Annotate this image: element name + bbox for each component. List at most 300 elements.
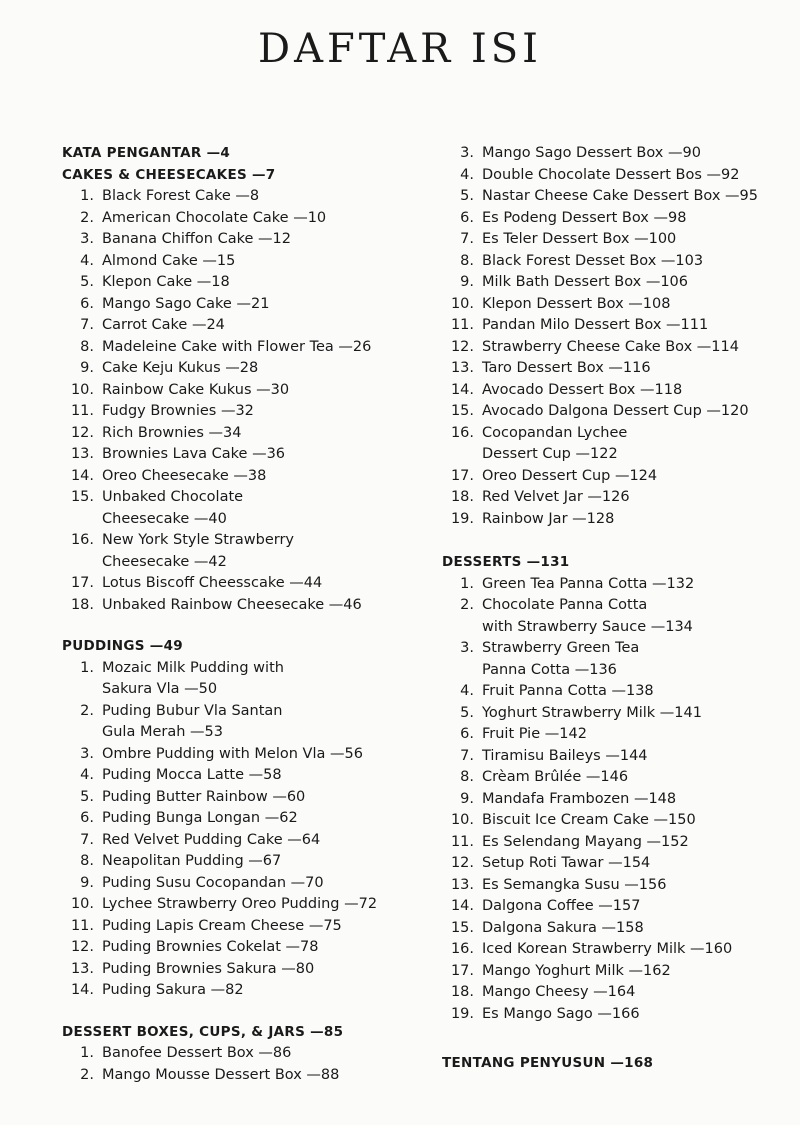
toc-entry-number: 5. — [460, 704, 474, 721]
toc-entry-number: 18. — [450, 984, 474, 1000]
toc-entry-title-line: Puding Butter Rainbow —60 — [102, 788, 306, 805]
toc-entry-title-line: New York Style Strawberry — [102, 532, 295, 548]
toc-entry-title — [482, 423, 792, 466]
toc-entry — [442, 337, 792, 359]
toc-entry — [442, 229, 792, 251]
toc-entry-title — [102, 658, 422, 701]
toc-entry-title-line: Lotus Biscoff Cheesscake —44 — [102, 575, 323, 591]
toc-entry-title — [102, 401, 422, 423]
toc-entry-title-line: Avocado Dalgona Dessert Cup —120 — [482, 403, 749, 419]
toc-entry-title — [482, 789, 792, 811]
toc-entry-number: 8. — [460, 252, 474, 269]
toc-entry-title-line: Puding Brownies Cokelat —78 — [102, 939, 319, 955]
toc-entry-number: 4. — [460, 166, 474, 183]
toc-entry — [62, 208, 422, 230]
toc-entry-title — [102, 229, 422, 251]
toc-entry-title — [482, 574, 792, 596]
toc-entry — [62, 186, 422, 208]
toc-entry-title-line: Sakura Vla —50 — [102, 681, 218, 697]
toc-entry-title-line: Es Semangka Susu —156 — [482, 876, 667, 893]
toc-entry-number: 14. — [70, 467, 94, 484]
toc-entry-title — [482, 315, 792, 337]
toc-entry — [62, 658, 422, 701]
toc-entry-number: 13. — [450, 360, 474, 376]
toc-entry — [442, 961, 792, 983]
toc-entry-title-line: Black Forest Cake —8 — [102, 188, 260, 204]
toc-entry-number: 12. — [70, 939, 94, 955]
toc-entry — [62, 744, 422, 766]
toc-entry-title-line: Es Selendang Mayang —152 — [482, 833, 689, 850]
toc-entry — [62, 466, 422, 488]
toc-entry-title — [482, 358, 792, 380]
toc-entry-title-line: Brownies Lava Cake —36 — [102, 446, 286, 462]
toc-entry-number: 10. — [70, 381, 94, 398]
toc-entry-title-line: Double Chocolate Dessert Bos —92 — [482, 166, 740, 183]
toc-entry-title — [482, 272, 792, 294]
toc-entry-title — [482, 767, 792, 789]
toc-entry — [442, 423, 792, 466]
toc-entry-title — [102, 315, 422, 337]
toc-entry-title — [102, 186, 422, 208]
toc-entry-title-line: Rainbow Jar —128 — [482, 510, 615, 527]
toc-entry-number: 14. — [450, 381, 474, 398]
toc-entry — [62, 315, 422, 337]
toc-entry-title-line: Mango Sago Cake —21 — [102, 295, 270, 312]
toc-entry-title — [102, 873, 422, 895]
toc-entry-title-line: Dessert Cup —122 — [482, 446, 618, 462]
toc-entry-title — [482, 724, 792, 746]
toc-entry-title-line: Red Velvet Jar —126 — [482, 489, 630, 505]
toc-entry-title — [482, 509, 792, 531]
toc-entry-title-line: Klepon Dessert Box —108 — [482, 295, 671, 312]
toc-entry-number: 10. — [450, 295, 474, 312]
toc-entry-title — [482, 466, 792, 488]
toc-entry-title-line: Madeleine Cake with Flower Tea —26 — [102, 338, 372, 355]
toc-entry — [62, 959, 422, 981]
toc-entry — [442, 165, 792, 187]
toc-entry-number: 9. — [80, 874, 94, 891]
toc-entry-title-line: Rich Brownies —34 — [102, 424, 242, 441]
toc-entry-number: 2. — [80, 702, 94, 719]
toc-entry-title — [102, 444, 422, 466]
toc-entry-number: 14. — [70, 982, 94, 998]
toc-entry-title — [482, 875, 792, 897]
toc-entry — [62, 423, 422, 445]
toc-entry — [62, 444, 422, 466]
toc-entry-number: 16. — [450, 941, 474, 957]
toc-entry-number: 16. — [70, 532, 94, 548]
toc-entry-title — [102, 423, 422, 445]
toc-entry-title — [102, 272, 422, 294]
toc-entry — [442, 595, 792, 638]
toc-entry — [442, 380, 792, 402]
toc-entry — [62, 1065, 422, 1087]
toc-entry-number: 4. — [460, 683, 474, 699]
toc-entry-title-line: Banofee Dessert Box —86 — [102, 1045, 292, 1061]
toc-entry-title-line: Mozaic Milk Pudding with — [102, 659, 284, 676]
toc-entry-number: 18. — [70, 596, 94, 613]
toc-entry-title — [482, 853, 792, 875]
toc-entry-title-line: Banana Chiffon Cake —12 — [102, 231, 291, 247]
toc-entry-title — [482, 229, 792, 251]
toc-entry-title — [482, 380, 792, 402]
toc-entry-title-line: Avocado Dessert Box —118 — [482, 381, 683, 398]
toc-entry-title-line: Puding Sakura —82 — [102, 982, 244, 998]
toc-entry-title — [102, 380, 422, 402]
toc-entry — [62, 595, 422, 617]
toc-entry-title — [102, 765, 422, 787]
toc-list-desserts — [442, 574, 792, 1026]
toc-entry-title-line: Puding Brownies Sakura —80 — [102, 960, 315, 977]
toc-entry-number: 17. — [450, 467, 474, 484]
toc-entry-title-line: Mandafa Frambozen —148 — [482, 790, 677, 807]
toc-entry-number: 17. — [70, 575, 94, 591]
toc-entry — [442, 789, 792, 811]
toc-entry-title — [102, 208, 422, 230]
toc-entry-title-line: Red Velvet Pudding Cake —64 — [102, 831, 321, 848]
toc-entry — [442, 767, 792, 789]
toc-entry-number: 12. — [450, 338, 474, 355]
toc-entry-title-line: Crèam Brûlée —146 — [482, 769, 629, 785]
toc-entry-title-line: Chocolate Panna Cotta — [482, 597, 648, 613]
toc-entry — [62, 873, 422, 895]
toc-entry — [62, 358, 422, 380]
toc-entry — [62, 851, 422, 873]
toc-entry-title — [102, 294, 422, 316]
toc-entry-title-line: Unbaked Rainbow Cheesecake —46 — [102, 596, 362, 613]
toc-list-cakes — [62, 186, 422, 616]
toc-entry — [442, 251, 792, 273]
toc-entry-title-line: Ombre Pudding with Melon Vla —56 — [102, 745, 363, 762]
page-title: DAFTAR ISI — [258, 26, 542, 72]
toc-entry-title-line: Unbaked Chocolate — [102, 489, 244, 505]
toc-entry — [442, 358, 792, 380]
toc-entry-number: 6. — [80, 295, 94, 312]
toc-entry-title — [482, 337, 792, 359]
toc-entry-number: 2. — [80, 1066, 94, 1083]
toc-entry — [62, 808, 422, 830]
toc-entry — [62, 787, 422, 809]
toc-entry-number: 7. — [80, 317, 94, 333]
toc-entry — [442, 509, 792, 531]
toc-entry-title-line: American Chocolate Cake —10 — [102, 209, 327, 226]
toc-entry-title-line: Fruit Panna Cotta —138 — [482, 683, 654, 699]
toc-entry-number: 12. — [70, 424, 94, 441]
toc-entry-title — [102, 337, 422, 359]
toc-entry — [442, 681, 792, 703]
toc-entry — [62, 894, 422, 916]
toc-entry — [62, 830, 422, 852]
toc-entry — [62, 229, 422, 251]
toc-entry-number: 13. — [70, 960, 94, 977]
toc-entry — [442, 487, 792, 509]
toc-entry-title-line: Rainbow Cake Kukus —30 — [102, 381, 290, 398]
section-heading-cakes: CAKES & CHEESECAKES —7 — [62, 166, 276, 183]
toc-entry-title — [482, 1004, 792, 1026]
toc-entry — [442, 638, 792, 681]
toc-entry — [442, 896, 792, 918]
toc-list-dessert-boxes — [62, 1043, 422, 1086]
toc-entry-number: 19. — [450, 1005, 474, 1022]
toc-entry-title — [102, 251, 422, 273]
toc-entry-title-line: Mango Cheesy —164 — [482, 984, 636, 1000]
toc-entry-title-line: Fruit Pie —142 — [482, 726, 587, 742]
toc-entry — [442, 832, 792, 854]
toc-entry-title-line: Es Mango Sago —166 — [482, 1005, 640, 1022]
toc-entry-number: 6. — [460, 726, 474, 742]
toc-entry — [442, 272, 792, 294]
toc-entry-title — [482, 294, 792, 316]
toc-entry-number: 17. — [450, 962, 474, 979]
toc-entry-number: 11. — [450, 317, 474, 333]
toc-entry-title — [482, 939, 792, 961]
toc-entry-title-line: Mango Yoghurt Milk —162 — [482, 962, 671, 979]
toc-entry-title — [102, 595, 422, 617]
toc-entry-title-line: Dalgona Coffee —157 — [482, 898, 641, 914]
toc-entry-title-line: Almond Cake —15 — [102, 252, 236, 269]
toc-entry-title-line: Dalgona Sakura —158 — [482, 919, 644, 936]
toc-entry-number: 5. — [460, 188, 474, 204]
toc-entry-title — [102, 466, 422, 488]
toc-entry — [62, 573, 422, 595]
section-heading-puddings: PUDDINGS —49 — [62, 638, 183, 654]
toc-entry-title-line: Milk Bath Dessert Box —106 — [482, 274, 689, 290]
toc-entry-number: 7. — [80, 831, 94, 848]
toc-entry — [442, 918, 792, 940]
toc-entry — [442, 143, 792, 165]
toc-entry-title — [102, 573, 422, 595]
toc-entry-number: 18. — [450, 489, 474, 505]
toc-entry-number: 9. — [460, 274, 474, 290]
toc-entry-title-line: Iced Korean Strawberry Milk —160 — [482, 941, 733, 957]
toc-entry — [442, 315, 792, 337]
toc-entry-title — [482, 487, 792, 509]
toc-entry — [442, 294, 792, 316]
toc-entry-number: 15. — [450, 403, 474, 419]
section-heading-tentang-penyusun: TENTANG PENYUSUN —168 — [442, 1055, 654, 1071]
toc-entry-title — [102, 937, 422, 959]
toc-entry-title-line: Puding Bubur Vla Santan — [102, 702, 283, 719]
toc-entry — [62, 701, 422, 744]
toc-entry-title-line: Es Teler Dessert Box —100 — [482, 231, 677, 247]
toc-entry-title-line: Green Tea Panna Cotta —132 — [482, 575, 695, 592]
toc-entry-title-line: Cheesecake —40 — [102, 510, 227, 527]
toc-entry-title — [102, 851, 422, 873]
toc-entry-title — [102, 787, 422, 809]
toc-entry — [62, 272, 422, 294]
toc-entry-number: 9. — [460, 790, 474, 807]
toc-entry-number: 1. — [460, 575, 474, 592]
toc-entry — [442, 724, 792, 746]
toc-entry-title — [102, 487, 422, 530]
toc-entry-title-line: Cake Keju Kukus —28 — [102, 360, 259, 376]
toc-entry-title-line: Oreo Dessert Cup —124 — [482, 467, 658, 484]
toc-entry-title — [102, 894, 422, 916]
toc-entry — [442, 703, 792, 725]
toc-entry-number: 13. — [70, 446, 94, 462]
toc-entry-number: 3. — [460, 640, 474, 656]
toc-entry-title-line: Klepon Cake —18 — [102, 274, 230, 290]
toc-entry — [62, 380, 422, 402]
toc-entry-number: 1. — [80, 659, 94, 676]
toc-entry-number: 4. — [80, 767, 94, 783]
toc-entry-number: 3. — [460, 145, 474, 161]
toc-entry — [62, 530, 422, 573]
toc-entry-number: 6. — [80, 810, 94, 826]
toc-entry-title-line: Biscuit Ice Cream Cake —150 — [482, 812, 696, 828]
toc-entry-title — [482, 810, 792, 832]
toc-entry — [62, 294, 422, 316]
toc-entry — [442, 466, 792, 488]
toc-entry-title — [102, 830, 422, 852]
toc-entry-title — [482, 896, 792, 918]
toc-entry-number: 19. — [450, 510, 474, 527]
toc-entry-title — [482, 918, 792, 940]
toc-entry-number: 6. — [460, 209, 474, 226]
toc-entry-number: 10. — [450, 812, 474, 828]
toc-entry-number: 11. — [70, 917, 94, 934]
toc-entry-title-line: Cheesecake —42 — [102, 553, 227, 570]
toc-entry — [442, 746, 792, 768]
toc-entry-title-line: Puding Lapis Cream Cheese —75 — [102, 917, 342, 934]
toc-entry-title — [102, 959, 422, 981]
toc-entry-title — [482, 832, 792, 854]
toc-entry — [442, 810, 792, 832]
section-heading-desserts: DESSERTS —131 — [442, 554, 570, 570]
toc-entry — [62, 765, 422, 787]
toc-entry-number: 8. — [80, 853, 94, 869]
toc-entry — [62, 487, 422, 530]
toc-entry-title — [102, 1065, 422, 1087]
toc-entry-number: 1. — [80, 188, 94, 204]
toc-entry-number: 8. — [80, 338, 94, 355]
toc-entry-number: 7. — [460, 747, 474, 764]
toc-entry-title — [102, 808, 422, 830]
toc-entry-number: 14. — [450, 898, 474, 914]
toc-entry — [62, 337, 422, 359]
toc-entry-number: 12. — [450, 855, 474, 871]
toc-entry-title-line: Panna Cotta —136 — [482, 661, 617, 678]
toc-entry-title — [102, 530, 422, 573]
toc-entry — [62, 980, 422, 1002]
toc-entry-title-line: Oreo Cheesecake —38 — [102, 467, 267, 484]
toc-list-dessert-boxes-continued — [442, 143, 792, 530]
toc-entry-title-line: Strawberry Cheese Cake Box —114 — [482, 338, 739, 355]
toc-entry-title — [482, 251, 792, 273]
toc-entry — [62, 251, 422, 273]
toc-entry-title-line: Setup Roti Tawar —154 — [482, 855, 651, 871]
toc-entry-title — [102, 358, 422, 380]
toc-column-right — [442, 143, 792, 1075]
toc-entry-number: 8. — [460, 769, 474, 785]
toc-entry — [62, 401, 422, 423]
toc-entry — [442, 982, 792, 1004]
toc-entry-title — [482, 746, 792, 768]
toc-entry — [442, 875, 792, 897]
toc-entry-number: 3. — [80, 745, 94, 762]
toc-entry-title — [102, 744, 422, 766]
toc-entry — [442, 939, 792, 961]
toc-entry — [442, 853, 792, 875]
toc-entry — [442, 401, 792, 423]
toc-entry-title — [482, 982, 792, 1004]
toc-entry — [442, 1004, 792, 1026]
toc-entry-title — [102, 916, 422, 938]
toc-entry-number: 11. — [450, 833, 474, 850]
toc-entry-number: 2. — [460, 597, 474, 613]
toc-entry-title-line: Fudgy Brownies —32 — [102, 403, 254, 419]
toc-entry-title-line: Gula Merah —53 — [102, 724, 223, 740]
toc-entry-title — [102, 980, 422, 1002]
toc-entry — [62, 937, 422, 959]
toc-entry-number: 1. — [80, 1045, 94, 1061]
toc-entry-title-line: Nastar Cheese Cake Dessert Box —95 — [482, 188, 758, 204]
toc-entry-title — [482, 401, 792, 423]
toc-entry-number: 4. — [80, 252, 94, 269]
toc-entry-title-line: Es Podeng Dessert Box —98 — [482, 209, 687, 226]
toc-entry-title-line: Puding Susu Cocopandan —70 — [102, 874, 324, 891]
toc-entry-title-line: Lychee Strawberry Oreo Pudding —72 — [102, 896, 378, 912]
section-heading-dessert-boxes: DESSERT BOXES, CUPS, & JARS —85 — [62, 1023, 344, 1040]
toc-entry-number: 9. — [80, 360, 94, 376]
toc-entry-title-line: Tiramisu Baileys —144 — [482, 747, 648, 764]
toc-entry — [62, 916, 422, 938]
toc-entry-number: 11. — [70, 403, 94, 419]
toc-entry-title-line: Mango Sago Dessert Box —90 — [482, 145, 701, 161]
toc-entry-number: 15. — [70, 489, 94, 505]
toc-entry-title — [102, 701, 422, 744]
toc-entry-number: 3. — [80, 231, 94, 247]
toc-entry-title-line: Taro Dessert Box —116 — [482, 360, 651, 376]
toc-entry-title — [482, 165, 792, 187]
toc-entry-title — [482, 143, 792, 165]
toc-entry-title-line: with Strawberry Sauce —134 — [482, 618, 693, 635]
toc-entry-number: 13. — [450, 876, 474, 893]
toc-list-puddings — [62, 658, 422, 1002]
toc-entry-title-line: Puding Bunga Longan —62 — [102, 810, 298, 826]
toc-entry-title — [102, 1043, 422, 1065]
toc-entry-title — [482, 208, 792, 230]
toc-entry — [442, 574, 792, 596]
toc-entry-title-line: Cocopandan Lychee — [482, 424, 628, 441]
toc-entry — [62, 1043, 422, 1065]
toc-entry-number: 15. — [450, 919, 474, 936]
toc-entry-title — [482, 638, 792, 681]
toc-entry-title-line: Pandan Milo Dessert Box —111 — [482, 317, 709, 333]
toc-entry-number: 5. — [80, 274, 94, 290]
section-heading-kata-pengantar: KATA PENGANTAR —4 — [62, 145, 231, 161]
toc-entry-title-line: Neapolitan Pudding —67 — [102, 853, 282, 869]
toc-entry-number: 16. — [450, 424, 474, 441]
toc-column-left — [62, 143, 422, 1086]
toc-entry — [442, 186, 792, 208]
toc-entry — [442, 208, 792, 230]
toc-entry-title-line: Strawberry Green Tea — [482, 640, 640, 656]
toc-entry-number: 5. — [80, 788, 94, 805]
toc-entry-title-line: Yoghurt Strawberry Milk —141 — [482, 704, 702, 721]
toc-entry-title — [482, 961, 792, 983]
toc-entry-title — [482, 703, 792, 725]
toc-entry-title — [482, 186, 792, 208]
toc-entry-number: 10. — [70, 896, 94, 912]
toc-entry-number: 2. — [80, 209, 94, 226]
toc-entry-title — [482, 595, 792, 638]
toc-entry-title-line: Black Forest Desset Box —103 — [482, 252, 704, 269]
toc-entry-title-line: Puding Mocca Latte —58 — [102, 767, 282, 783]
toc-entry-number: 7. — [460, 231, 474, 247]
toc-entry-title-line: Mango Mousse Dessert Box —88 — [102, 1066, 340, 1083]
toc-entry-title-line: Carrot Cake —24 — [102, 317, 225, 333]
